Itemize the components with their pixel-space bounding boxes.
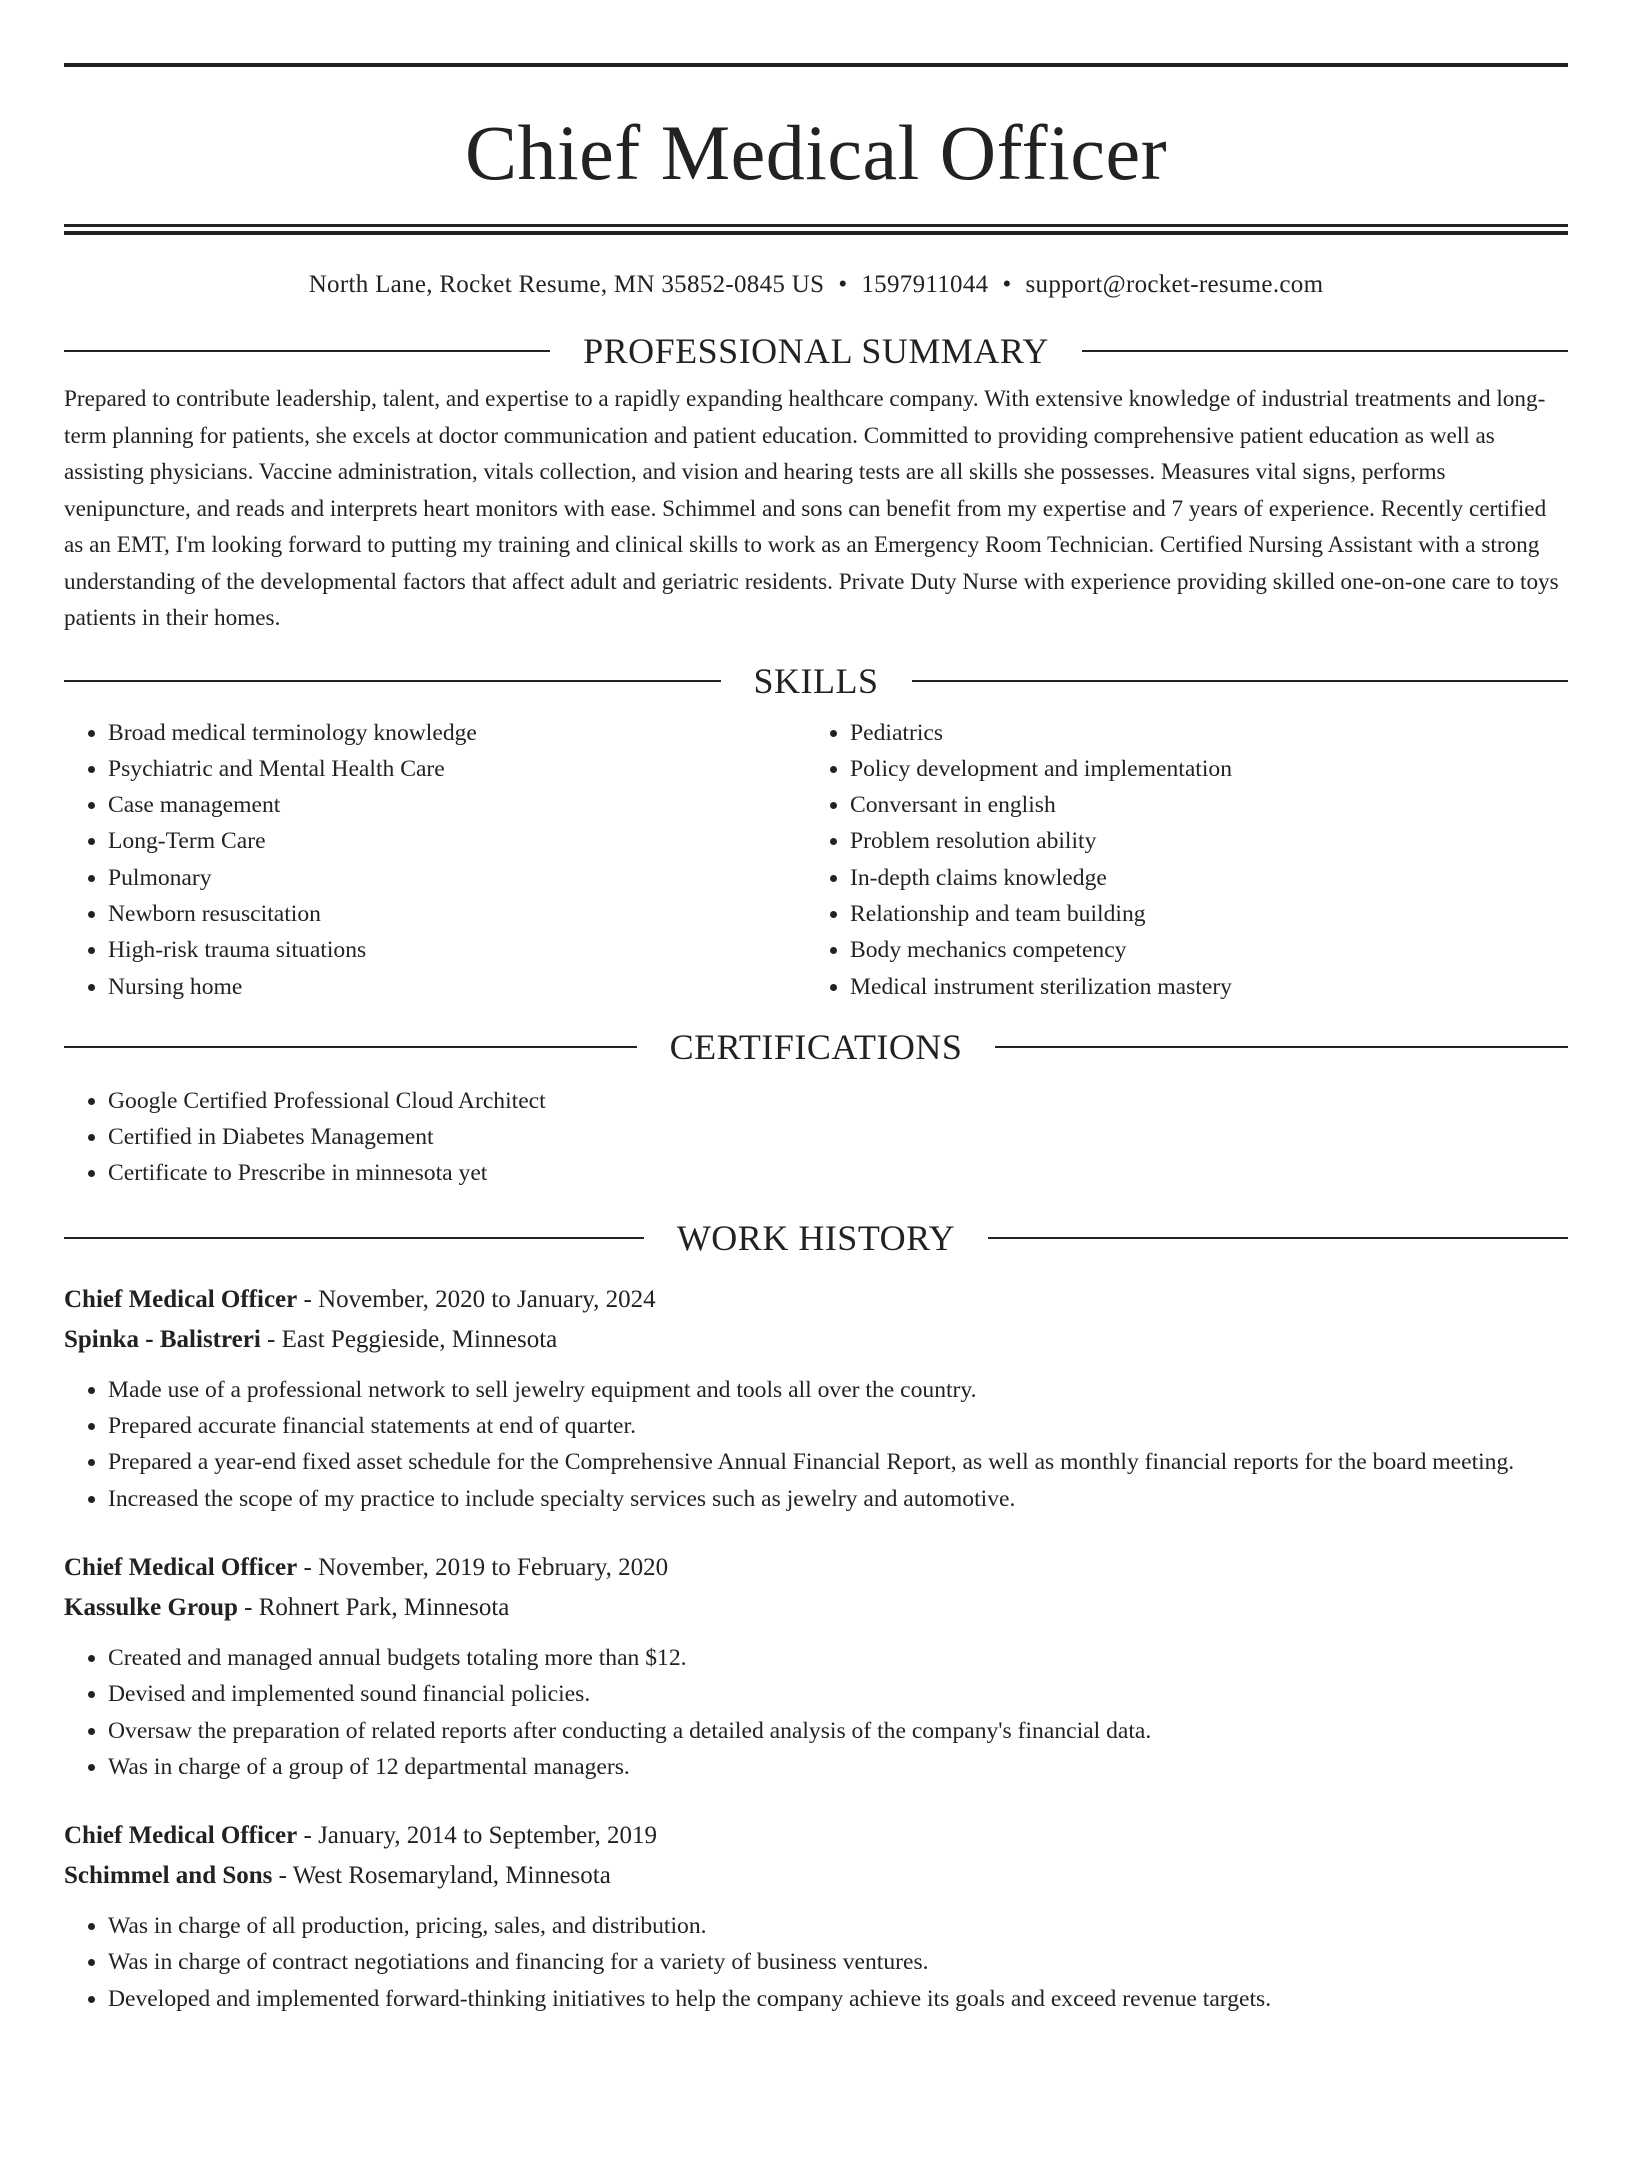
job-bullets [64, 1908, 1568, 2017]
job-bullet: • Was in charge of all production, pricing, sales, and distribution. [108, 1908, 1568, 1944]
skills-section-header [64, 659, 1568, 703]
skills-section-title: SKILLS [753, 660, 879, 701]
job-title-line [64, 1816, 1568, 1856]
job-bullet: • Was in charge of contract negotiations and financing for a variety of business ventures. [108, 1944, 1568, 1980]
summary-section-title: PROFESSIONAL SUMMARY [583, 331, 1049, 371]
skill-item: • Long-Term Care [108, 823, 806, 859]
job-bullets [64, 1372, 1568, 1517]
job-bullet: • Created and managed annual budgets totaling more than $12. [108, 1640, 1568, 1676]
summary-section-header [64, 329, 1568, 373]
section-rule-right [912, 680, 1569, 682]
job-company: Kassulke Group [64, 1593, 238, 1621]
job-title: Chief Medical Officer [64, 1553, 298, 1581]
job-bullet: • Developed and implemented forward-thinking initiatives to help the company achieve its goals and exceed revenue targets. [108, 1981, 1568, 2017]
certifications-section-header [64, 1025, 1568, 1069]
job-bullets [64, 1640, 1568, 1785]
contact-separator: • [1002, 271, 1012, 298]
skill-item: • Newborn resuscitation [108, 896, 806, 932]
job-bullet: • Prepared accurate financial statements at end of quarter. [108, 1408, 1568, 1444]
section-rule-right [995, 1046, 1568, 1048]
job-company: Schimmel and Sons [64, 1862, 273, 1890]
contact-separator: • [838, 271, 848, 298]
job-title-line [64, 1280, 1568, 1320]
resume-page [0, 63, 1632, 2175]
skill-item: • Body mechanics competency [850, 932, 1548, 968]
job-company-line [64, 1320, 1568, 1360]
contact-email: support@rocket-resume.com [1025, 271, 1324, 298]
skill-item: • Problem resolution ability [850, 823, 1548, 859]
job-bullet: • Prepared a year-end fixed asset schedule for the Comprehensive Annual Financial Report, as well as monthly financial reports for the board meeting. [108, 1444, 1568, 1480]
job-title: Chief Medical Officer [64, 1822, 298, 1850]
job-bullet: • Oversaw the preparation of related reports after conducting a detailed analysis of the company's financial data. [108, 1713, 1568, 1749]
skill-item: • Psychiatric and Mental Health Care [108, 751, 806, 787]
section-rule-right [1082, 350, 1568, 352]
skill-item: • High-risk trauma situations [108, 932, 806, 968]
skill-item: • Policy development and implementation [850, 751, 1548, 787]
job-bullet: • Devised and implemented sound financial policies. [108, 1676, 1568, 1712]
certification-item: • Google Certified Professional Cloud Architect [108, 1083, 1568, 1119]
certification-item: • Certificate to Prescribe in minnesota yet [108, 1155, 1568, 1191]
job-dates: - November, 2020 to January, 2024 [297, 1285, 656, 1313]
section-rule-left [64, 350, 550, 352]
job-bullet: • Increased the scope of my practice to include specialty services such as jewelry and automotive. [108, 1481, 1568, 1517]
skills-column-right [806, 715, 1548, 1005]
job-entry [64, 1280, 1568, 1517]
skills-list [64, 715, 1568, 1005]
job-company-line [64, 1856, 1568, 1896]
skill-item: • Conversant in english [850, 787, 1548, 823]
job-title-line [64, 1548, 1568, 1588]
job-dates: - November, 2019 to February, 2020 [297, 1553, 669, 1581]
job-bullet: • Was in charge of a group of 12 departmental managers. [108, 1749, 1568, 1785]
summary-text: Prepared to contribute leadership, talent, and expertise to a rapidly expanding healthcare company. With extensive knowledge of industrial treatments and long-term planning for patients, she excels at doctor communication and patient education. Committed to providing comprehensive patient education as well as assisting physicians. Vaccine administration, vitals collection, and vision and hearing tests are all skills she possesses. Measures vital signs, performs venipuncture, and reads and interprets heart monitors with ease. Schimmel and sons can benefit from my expertise and 7 years of experience. Recently certified as an EMT, I'm looking forward to putting my training and clinical skills to work as an Emergency Room Technician. Certified Nursing Assistant with a strong understanding of the developmental factors that affect adult and geriatric residents. Private Duty Nurse with experience providing skilled one-on-one care to toys patients in their homes. [64, 386, 1559, 631]
certifications-list [64, 1083, 1568, 1192]
section-rule-left [64, 1046, 637, 1048]
section-rule-left [64, 680, 721, 682]
contact-line [64, 269, 1568, 301]
job-company-line [64, 1588, 1568, 1628]
resume-title: Chief Medical Officer [464, 109, 1168, 196]
skill-item: • Pulmonary [108, 860, 806, 896]
contact-phone: 1597911044 [861, 271, 989, 298]
job-title: Chief Medical Officer [64, 1285, 298, 1313]
work-section-header [64, 1216, 1568, 1260]
skill-item: • Case management [108, 787, 806, 823]
contact-address: North Lane, Rocket Resume, MN 35852-0845 US [308, 271, 825, 298]
skill-item: • Broad medical terminology knowledge [108, 715, 806, 751]
certifications-section-title: CERTIFICATIONS [669, 1026, 963, 1067]
skill-item: • In-depth claims knowledge [850, 860, 1548, 896]
skills-column-left [64, 715, 806, 1005]
skill-item: • Relationship and team building [850, 896, 1548, 932]
skill-item: • Medical instrument sterilization mastery [850, 969, 1548, 1005]
job-location: - West Rosemaryland, Minnesota [272, 1862, 611, 1890]
job-bullet: • Made use of a professional network to sell jewelry equipment and tools all over the country. [108, 1372, 1568, 1408]
section-rule-left [64, 1237, 644, 1239]
work-section-title: WORK HISTORY [676, 1217, 956, 1258]
job-company: Spinka - Balistreri [64, 1325, 261, 1353]
job-location: - East Peggieside, Minnesota [260, 1325, 558, 1353]
section-rule-right [988, 1237, 1568, 1239]
skill-item: • Nursing home [108, 969, 806, 1005]
certification-item: • Certified in Diabetes Management [108, 1119, 1568, 1155]
title-double-rule [64, 224, 1568, 235]
job-dates: - January, 2014 to September, 2019 [297, 1822, 658, 1850]
top-rule [64, 63, 1568, 67]
job-entry [64, 1816, 1568, 2017]
job-entry [64, 1548, 1568, 1785]
job-location: - Rohnert Park, Minnesota [237, 1593, 510, 1621]
skill-item: • Pediatrics [850, 715, 1548, 751]
